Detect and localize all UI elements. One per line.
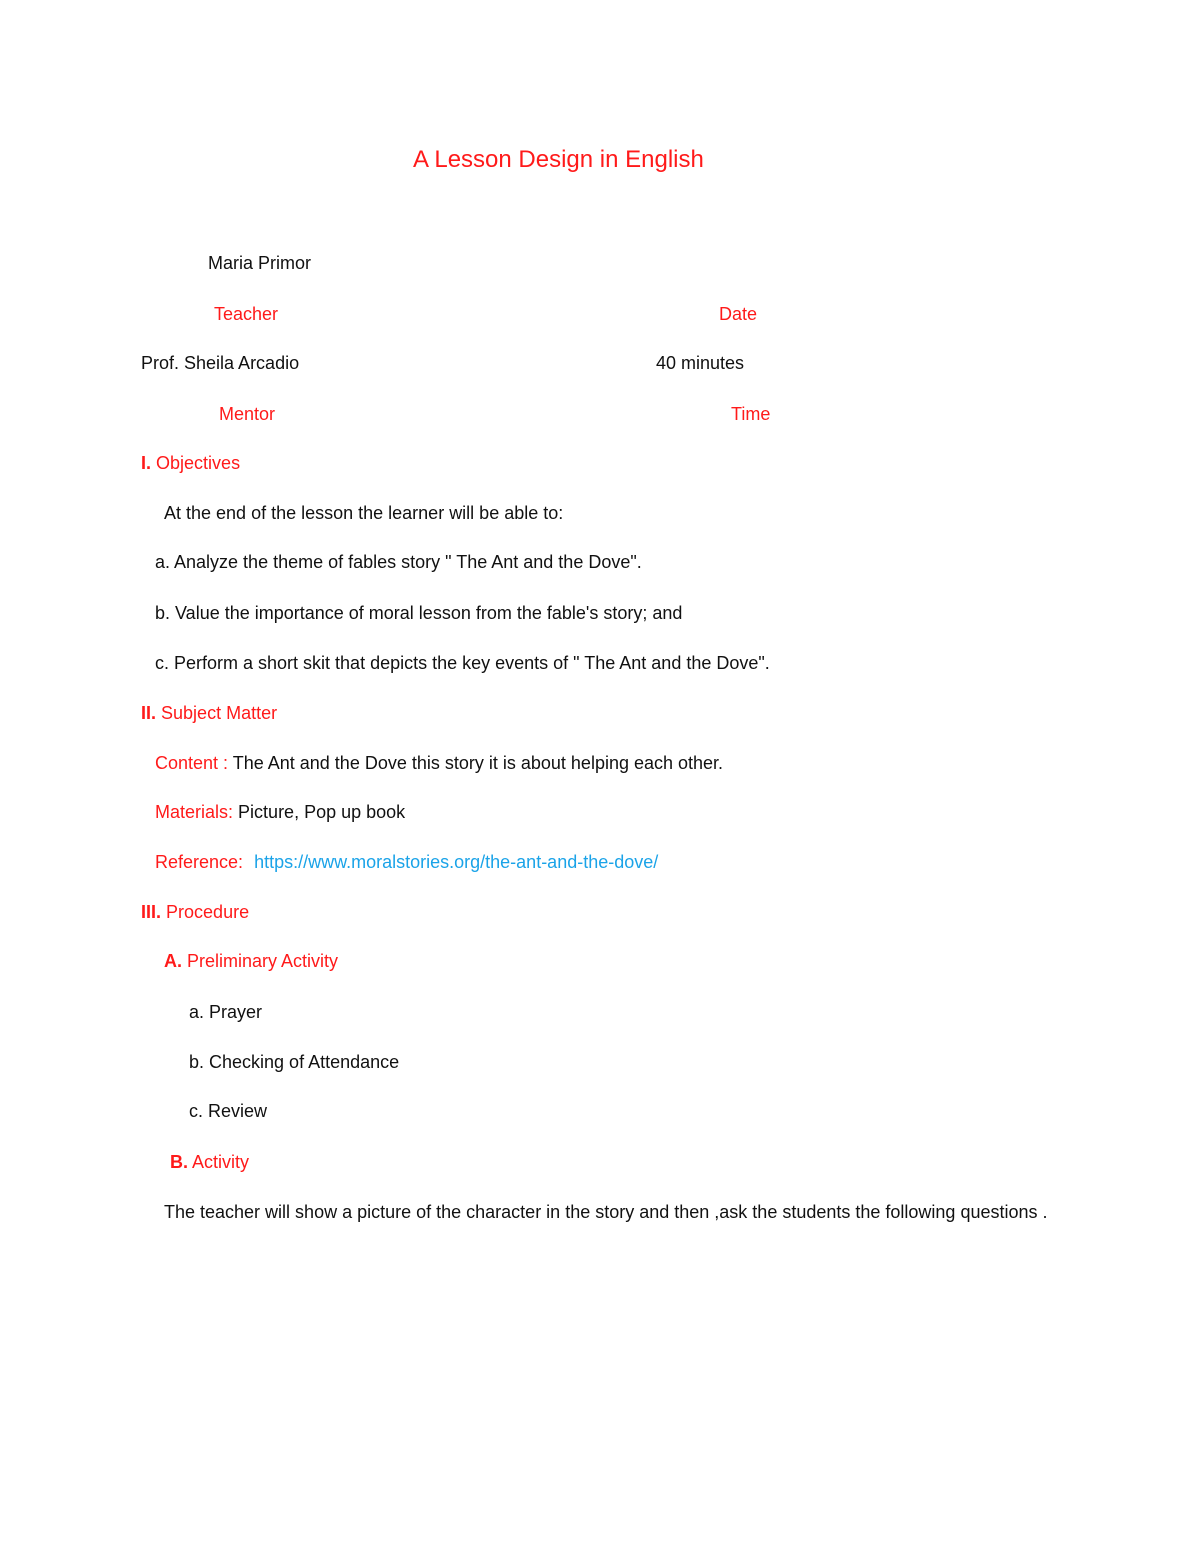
content-line [155, 752, 723, 774]
objectives-numeral: I. [141, 453, 152, 473]
document-title: A Lesson Design in English [413, 146, 704, 173]
objective-item: c. Perform a short skit that depicts the key events of " The Ant and the Dove". [155, 653, 770, 673]
activity-heading [170, 1151, 249, 1173]
preliminary-activity-heading [164, 950, 338, 972]
content-label: Content : [155, 753, 229, 773]
materials-value: Picture, Pop up book [238, 802, 406, 822]
preliminary-item: b. Checking of Attendance [189, 1052, 400, 1072]
mentor-label: Mentor [219, 404, 276, 424]
procedure-title: Procedure [166, 902, 250, 922]
subject-matter-heading [141, 702, 277, 724]
time-value: 40 minutes [656, 353, 745, 373]
objectives-heading [141, 452, 240, 474]
preliminary-item: c. Review [189, 1101, 268, 1121]
objective-item: a. Analyze the theme of fables story " The Ant and the Dove". [155, 552, 642, 572]
reference-line [155, 851, 658, 873]
teacher-name: Maria Primor [208, 253, 312, 273]
objectives-title: Objectives [156, 453, 241, 473]
reference-label: Reference: [155, 852, 244, 872]
subject-matter-title: Subject Matter [161, 703, 278, 723]
preliminary-item: a. Prayer [189, 1002, 263, 1022]
time-label: Time [731, 404, 771, 424]
materials-line [155, 801, 405, 823]
activity-title: Activity [192, 1152, 250, 1172]
objective-item: b. Value the importance of moral lesson from the fable's story; and [155, 603, 683, 623]
subject-matter-numeral: II. [141, 703, 157, 723]
preliminary-title: Preliminary Activity [187, 951, 339, 971]
activity-letter: B. [170, 1152, 188, 1172]
reference-link[interactable]: https://www.moralstories.org/the-ant-and-the-dove/ [254, 852, 659, 872]
materials-label: Materials: [155, 802, 234, 822]
content-value: The Ant and the Dove this story it is about helping each other. [232, 753, 724, 773]
date-label: Date [719, 304, 758, 324]
procedure-numeral: III. [141, 902, 162, 922]
preliminary-letter: A. [164, 951, 182, 971]
objectives-intro: At the end of the lesson the learner will be able to: [164, 503, 564, 523]
mentor-name: Prof. Sheila Arcadio [141, 353, 300, 373]
procedure-heading [141, 901, 249, 923]
teacher-label: Teacher [214, 304, 279, 324]
activity-text: The teacher will show a picture of the character in the story and then ,ask the students the following questions . [164, 1202, 1048, 1222]
